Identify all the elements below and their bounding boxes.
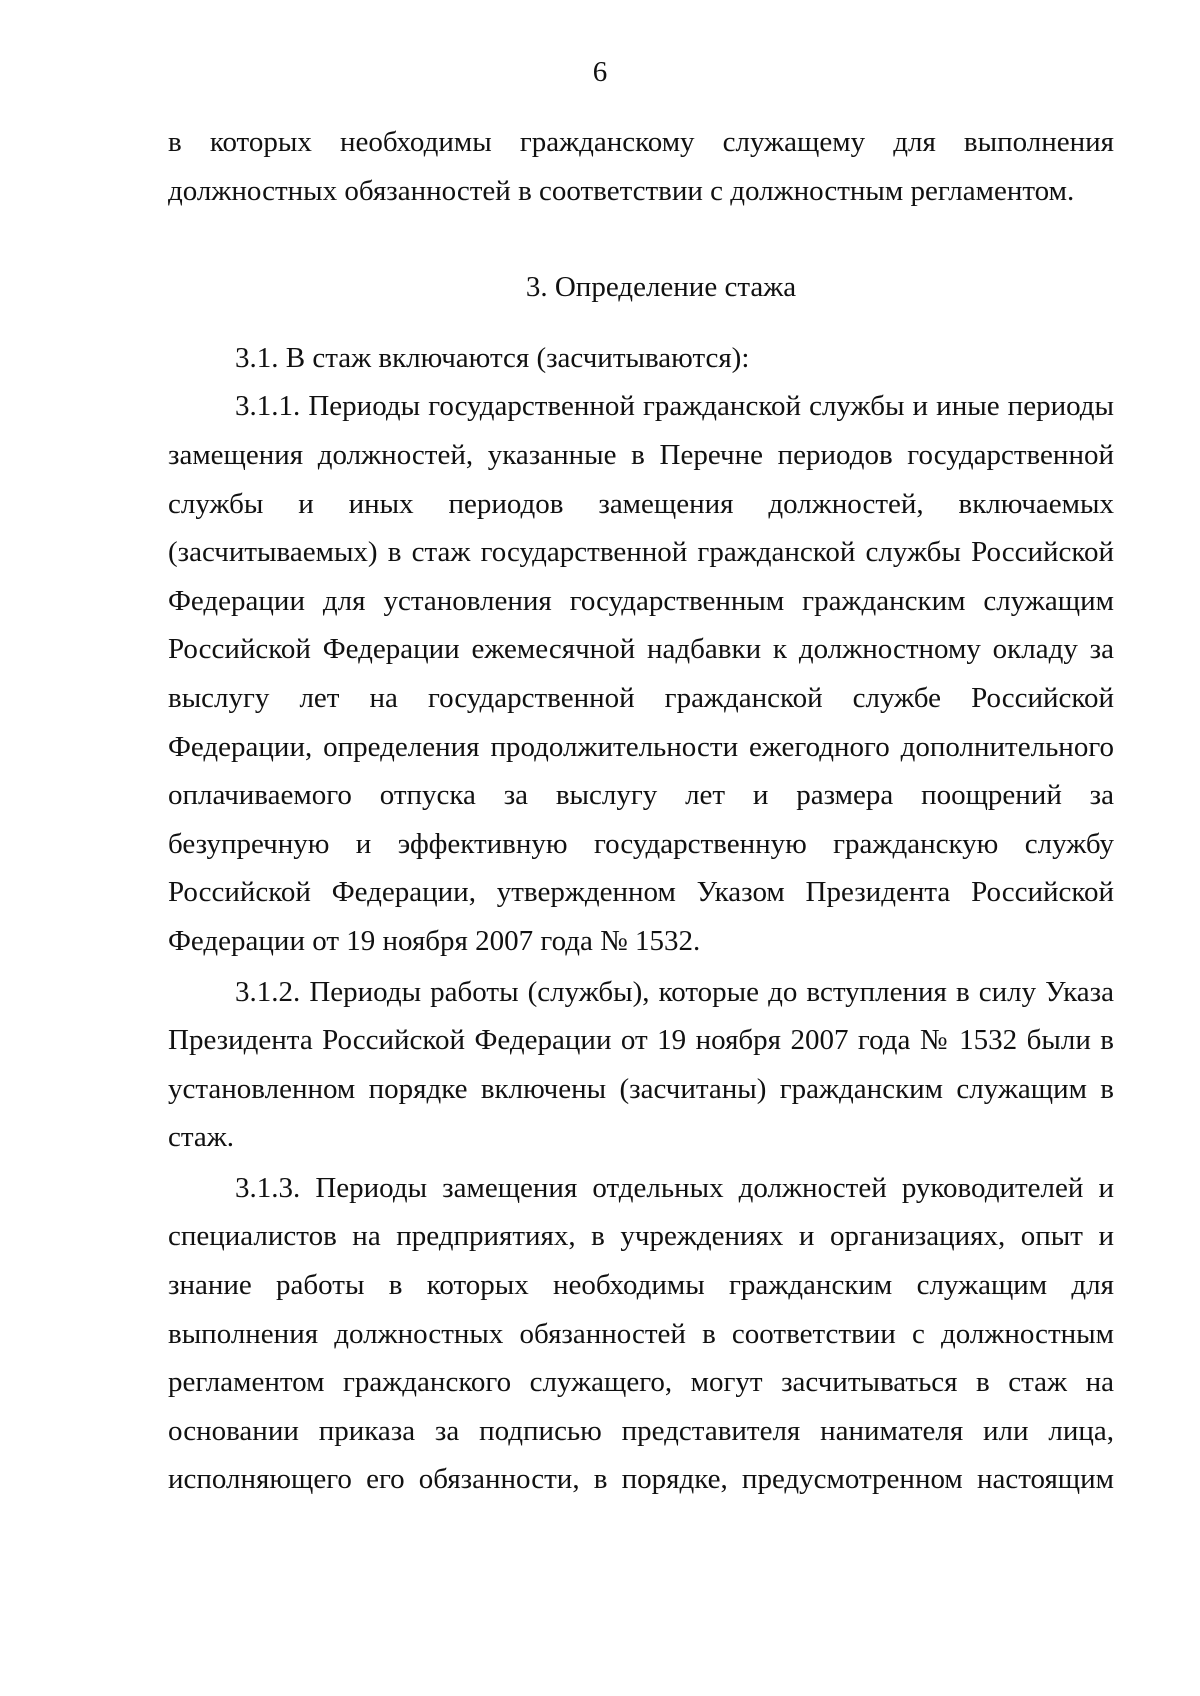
clause-3-1-3: 3.1.3. Периоды замещения отдельных должностей руководителей и специалистов на предприятиях, в учреждениях и организациях, опыт и знание работы в которых необходимы гражданским служащим для выполнения должностных обязанностей в соответствии с должностным регламентом гражданского служащего, могут засчитываться в стаж на основании приказа за подписью представителя нанимателя или лица, исполняющего его обязанности, в порядке, предусмотренном настоящим [168,1171,1114,1496]
clause-3-1-2: 3.1.2. Периоды работы (службы), которые до вступления в силу Указа Президента Российской Федерации от 19 ноября 2007 года № 1532 были в установленном порядке включены (засчитаны) гражданским служащим в стаж. [168,975,1114,1154]
paragraph-continued: в которых необходимы гражданскому служащему для выполнения должностных обязанностей в соответствии с должностным регламентом. [168,126,1114,207]
clause-3-1-1: 3.1.1. Периоды государственной гражданской службы и иные периоды замещения должностей, указанные в Перечне периодов государственной службы и иных периодов замещения должностей, включаемых (засчитываемых) в стаж государственной гражданской службы Российской Федерации для установления государственным гражданским служащим Российской Федерации ежемесячной надбавки к должностному окладу за выслугу лет на государственной гражданской службе Российской Федерации, определения продолжительности ежегодного дополнительного оплачиваемого отпуска за выслугу лет и размера поощрений за безупречную и эффективную государственную гражданскую службу Российской Федерации, утвержденном Указом Президента Российской Федерации от 19 ноября 2007 года № 1532. [168,390,1114,957]
document-body [168,118,1114,1504]
page-number: 6 [592,56,608,88]
section-heading: 3. Определение стажа [525,271,797,304]
clause-3-1: 3.1. В стаж включаются (засчитываются): [235,341,750,374]
